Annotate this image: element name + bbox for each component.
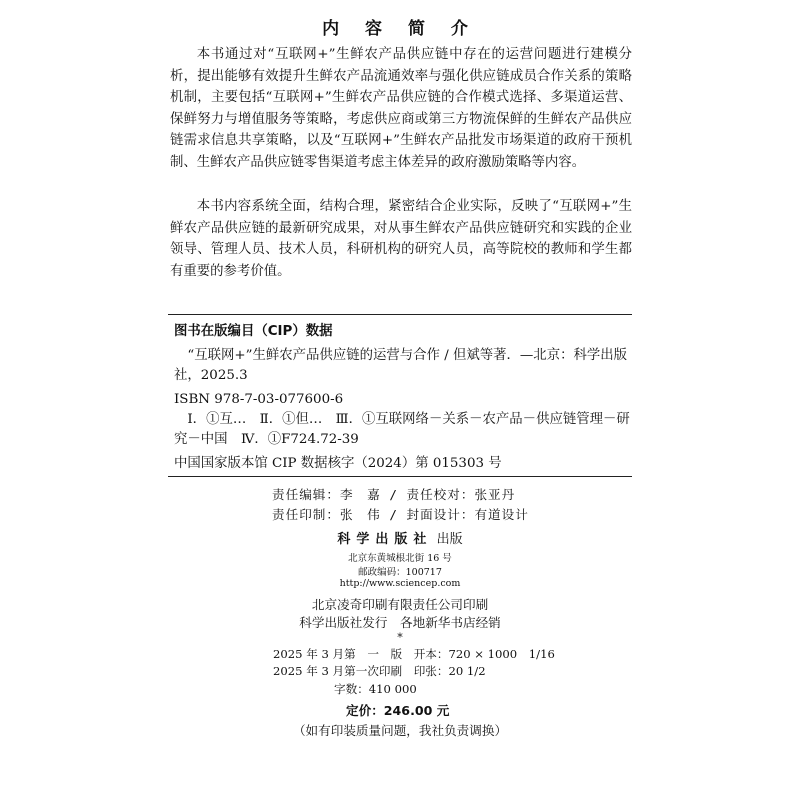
publisher-name: 科学出版社	[337, 532, 433, 547]
divider-line	[168, 314, 632, 315]
word-count: 字数：410 000	[334, 682, 417, 696]
distributor-line: 科学出版社发行 各地新华书店经销	[299, 615, 501, 630]
summary-paragraph: 本书通过对“互联网+”生鲜农产品供应链中存在的运营问题进行建模分析，提出能够有效提升生鲜农产品流通效率与强化供应链成员合作关系的策略机制，主要包括“互联网+”生鲜农产品供应链的合作模式选择、多渠道运营、保鲜努力与增值服务等策略，考虑供应商或第三方物流保鲜的生鲜农产品供应链需求信息共享策略，以及“互联网+”生鲜农产品批发市场渠道的政府干预机制、生鲜农产品供应链零售渠道考虑主体差异的政府激励策略等内容。	[170, 47, 632, 170]
publisher-suffix: 出版	[432, 532, 463, 547]
edition-line: 2025 年 3 月第 一 版 开本：720 × 1000 1/16	[273, 647, 555, 661]
publisher-address: 北京东黄城根北街 16 号	[348, 553, 452, 564]
separator-star: *	[397, 631, 403, 644]
print-line: 2025 年 3 月第一次印刷 印张：20 1/2	[273, 664, 486, 678]
divider-line	[168, 476, 632, 477]
publisher-line	[0, 528, 800, 547]
summary-paragraph: 本书内容系统全面，结构合理，紧密结合企业实际，反映了“互联网+”生鲜农产品供应链的最新研究成果，对从事生鲜农产品供应链研究和实践的企业领导、管理人员、技术人员，科研机构的研究人员，高等院校的教师和学生都有重要的参考价值。	[170, 199, 632, 279]
price: 定价：246.00 元	[346, 703, 450, 718]
credits-editors: 责任编辑：李 嘉 / 责任校对：张亚丹	[272, 487, 516, 502]
cip-isbn: ISBN 978-7-03-077600-6	[174, 392, 344, 407]
cip-data-number: 中国国家版本馆 CIP 数据核字（2024）第 015303 号	[174, 456, 502, 471]
cip-title-line: “互联网+”生鲜农产品供应链的运营与合作 / 但斌等著．—北京：科学出版社，2025.3	[174, 348, 628, 383]
quality-notice: （如有印装质量问题，我社负责调换）	[292, 723, 508, 738]
cip-subject-line: Ⅰ．①互… Ⅱ．①但… Ⅲ．①互联网络－关系－农产品－供应链管理－研究－中国 Ⅳ．①F724.72-39	[174, 412, 630, 447]
publisher-website: http://www.sciencep.com	[339, 578, 461, 589]
cip-heading: 图书在版编目（CIP）数据	[174, 324, 333, 339]
credits-production: 责任印制：张 伟 / 封面设计：有道设计	[272, 507, 529, 522]
printer-line: 北京凌奇印刷有限责任公司印刷	[311, 597, 489, 612]
publisher-postcode: 邮政编码：100717	[358, 567, 442, 578]
summary-heading: 内 容 简 介	[322, 19, 478, 39]
